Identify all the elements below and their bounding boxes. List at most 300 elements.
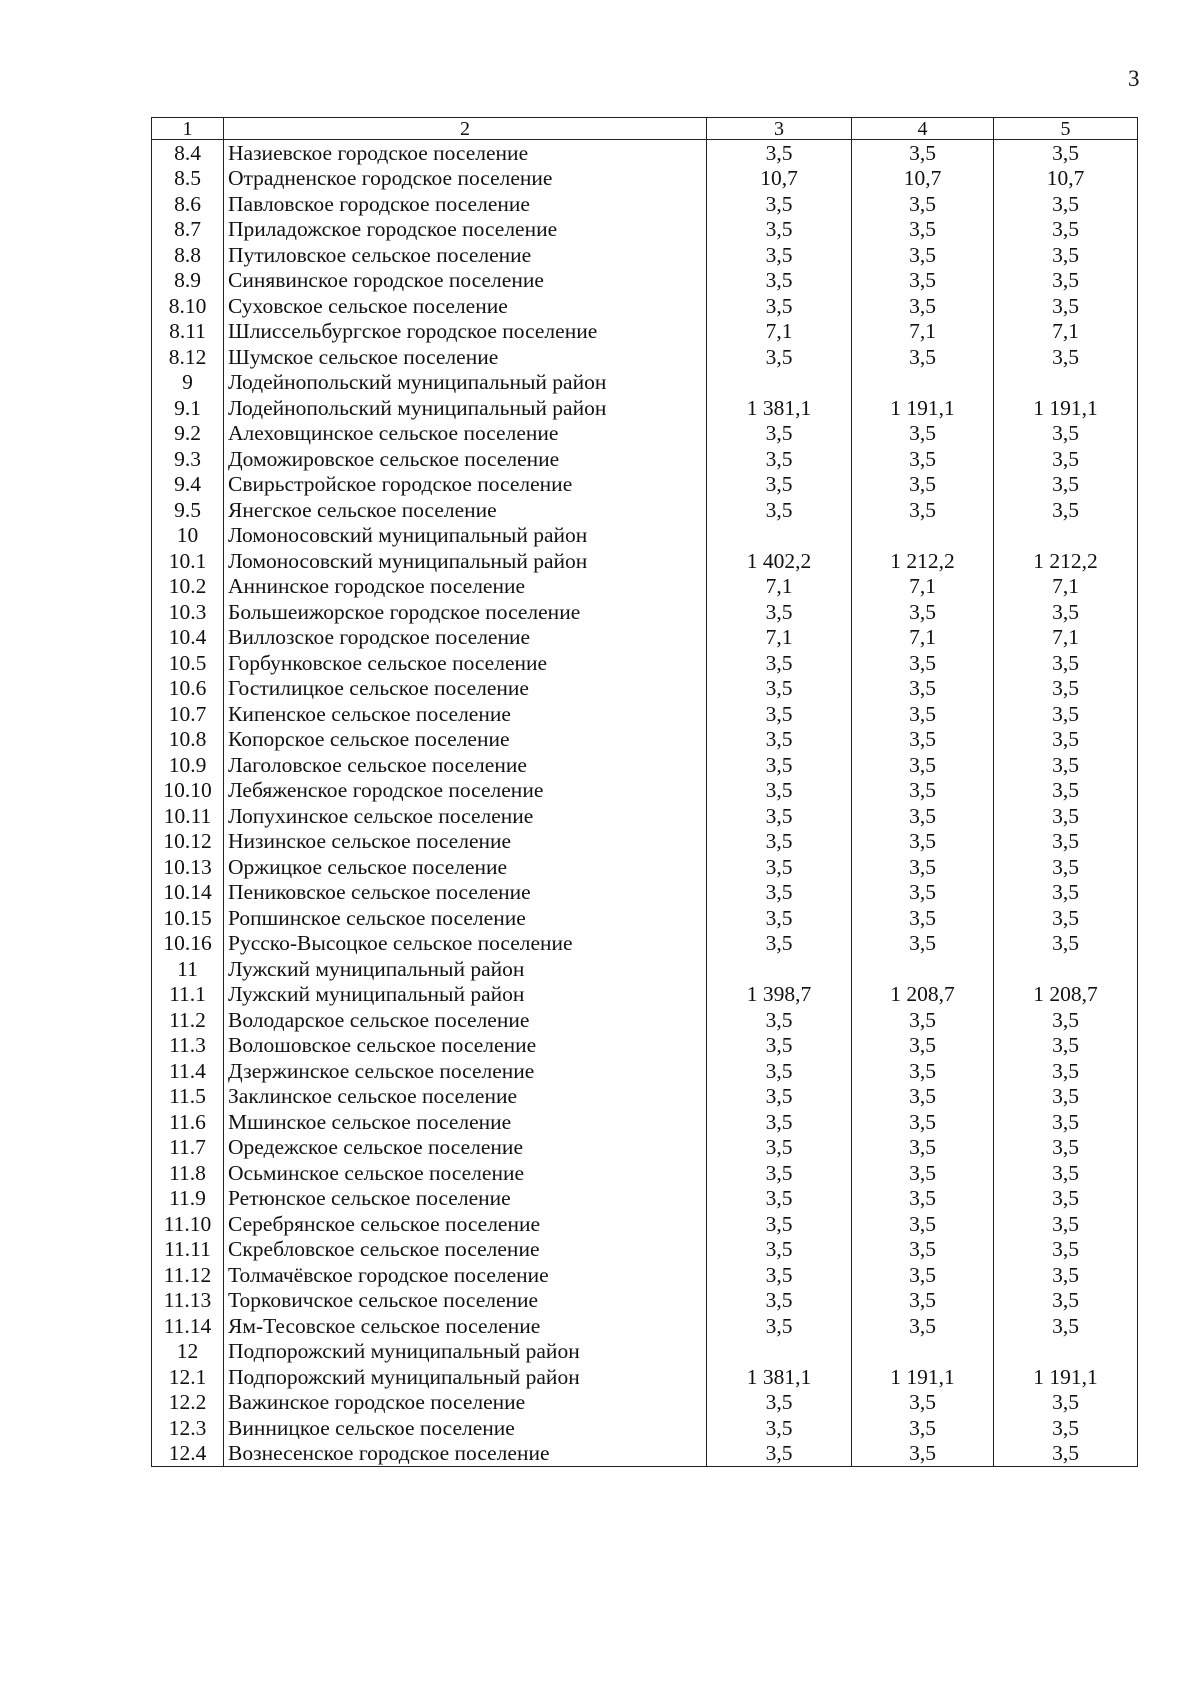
row-value-col3: 3,5	[707, 854, 852, 880]
row-value-col3: 3,5	[707, 1160, 852, 1186]
row-value-col3	[707, 956, 852, 982]
row-number: 10.2	[152, 574, 224, 600]
row-value-col4: 3,5	[852, 1211, 994, 1237]
table-row	[152, 701, 1138, 727]
table-row	[152, 1058, 1138, 1084]
row-value-col4: 3,5	[852, 676, 994, 702]
row-name: Пениковское сельское поселение	[224, 880, 707, 906]
row-value-col3: 3,5	[707, 344, 852, 370]
row-value-col5: 3,5	[994, 803, 1138, 829]
row-name: Кипенское сельское поселение	[224, 701, 707, 727]
row-value-col4: 7,1	[852, 319, 994, 345]
row-number: 10.1	[152, 548, 224, 574]
row-value-col4: 3,5	[852, 829, 994, 855]
row-value-col5: 3,5	[994, 1058, 1138, 1084]
row-value-col4: 3,5	[852, 1415, 994, 1441]
row-name: Мшинское сельское поселение	[224, 1109, 707, 1135]
row-name: Лужский муниципальный район	[224, 982, 707, 1008]
row-name: Шлиссельбургское городское поселение	[224, 319, 707, 345]
row-value-col5	[994, 1339, 1138, 1365]
row-name: Горбунковское сельское поселение	[224, 650, 707, 676]
row-number: 8.4	[152, 140, 224, 166]
row-value-col5: 3,5	[994, 1135, 1138, 1161]
row-name: Низинское сельское поселение	[224, 829, 707, 855]
table-row	[152, 191, 1138, 217]
row-name: Виллозское городское поселение	[224, 625, 707, 651]
row-number: 11.14	[152, 1313, 224, 1339]
row-value-col5: 10,7	[994, 166, 1138, 192]
row-number: 11	[152, 956, 224, 982]
row-value-col5: 3,5	[994, 344, 1138, 370]
row-value-col4: 3,5	[852, 1288, 994, 1314]
row-value-col3: 3,5	[707, 880, 852, 906]
row-value-col5: 3,5	[994, 1211, 1138, 1237]
row-value-col3: 3,5	[707, 1211, 852, 1237]
row-value-col4: 3,5	[852, 1441, 994, 1467]
row-number: 10.12	[152, 829, 224, 855]
row-value-col5: 3,5	[994, 421, 1138, 447]
row-value-col3: 3,5	[707, 1033, 852, 1059]
row-value-col3: 1 398,7	[707, 982, 852, 1008]
header-col-1: 1	[152, 118, 224, 140]
row-name: Серебрянское сельское поселение	[224, 1211, 707, 1237]
row-number: 10.14	[152, 880, 224, 906]
row-value-col4: 1 191,1	[852, 1364, 994, 1390]
row-name: Володарское сельское поселение	[224, 1007, 707, 1033]
row-value-col4: 3,5	[852, 446, 994, 472]
row-value-col4: 3,5	[852, 293, 994, 319]
table-row	[152, 395, 1138, 421]
row-value-col4: 3,5	[852, 1186, 994, 1212]
row-number: 11.11	[152, 1237, 224, 1263]
row-number: 10.9	[152, 752, 224, 778]
row-name: Торковичское сельское поселение	[224, 1288, 707, 1314]
row-value-col4: 3,5	[852, 880, 994, 906]
table-row	[152, 1135, 1138, 1161]
row-name: Ретюнское сельское поселение	[224, 1186, 707, 1212]
row-value-col4: 1 191,1	[852, 395, 994, 421]
row-number: 11.5	[152, 1084, 224, 1110]
row-number: 11.12	[152, 1262, 224, 1288]
row-value-col3	[707, 1339, 852, 1365]
row-value-col5: 3,5	[994, 1109, 1138, 1135]
row-value-col3: 3,5	[707, 727, 852, 753]
row-number: 12.4	[152, 1441, 224, 1467]
table-row	[152, 931, 1138, 957]
row-name: Суховское сельское поселение	[224, 293, 707, 319]
row-value-col3: 3,5	[707, 650, 852, 676]
row-number: 11.8	[152, 1160, 224, 1186]
row-value-col5: 3,5	[994, 191, 1138, 217]
row-number: 11.4	[152, 1058, 224, 1084]
row-value-col4: 3,5	[852, 472, 994, 498]
row-value-col4: 3,5	[852, 1160, 994, 1186]
row-value-col3: 3,5	[707, 676, 852, 702]
row-value-col5: 3,5	[994, 293, 1138, 319]
row-name: Шумское сельское поселение	[224, 344, 707, 370]
row-value-col5	[994, 523, 1138, 549]
row-name: Лаголовское сельское поселение	[224, 752, 707, 778]
row-value-col3: 3,5	[707, 217, 852, 243]
row-number: 9.5	[152, 497, 224, 523]
header-col-2: 2	[224, 118, 707, 140]
row-number: 12.3	[152, 1415, 224, 1441]
row-value-col4: 3,5	[852, 905, 994, 931]
row-value-col4: 3,5	[852, 344, 994, 370]
table-row	[152, 599, 1138, 625]
row-value-col3: 3,5	[707, 829, 852, 855]
table-row	[152, 1415, 1138, 1441]
row-name: Алеховщинское сельское поселение	[224, 421, 707, 447]
row-name: Оржицкое сельское поселение	[224, 854, 707, 880]
row-value-col4: 3,5	[852, 778, 994, 804]
row-value-col4: 3,5	[852, 1237, 994, 1263]
table-header	[152, 118, 1138, 140]
row-name: Лопухинское сельское поселение	[224, 803, 707, 829]
row-value-col4: 3,5	[852, 268, 994, 294]
row-number: 10.4	[152, 625, 224, 651]
row-name: Отрадненское городское поселение	[224, 166, 707, 192]
table-row	[152, 140, 1138, 166]
row-number: 11.10	[152, 1211, 224, 1237]
row-value-col5: 3,5	[994, 1415, 1138, 1441]
table-row	[152, 319, 1138, 345]
row-value-col5: 3,5	[994, 1237, 1138, 1263]
row-value-col3: 3,5	[707, 497, 852, 523]
row-name: Лужский муниципальный район	[224, 956, 707, 982]
table-row	[152, 1288, 1138, 1314]
row-name: Путиловское сельское поселение	[224, 242, 707, 268]
table-row	[152, 446, 1138, 472]
row-number: 10.10	[152, 778, 224, 804]
row-value-col5: 3,5	[994, 905, 1138, 931]
header-col-3: 3	[707, 118, 852, 140]
row-name: Подпорожский муниципальный район	[224, 1364, 707, 1390]
row-value-col5: 7,1	[994, 574, 1138, 600]
row-value-col5: 3,5	[994, 752, 1138, 778]
row-value-col4: 3,5	[852, 1109, 994, 1135]
table-row	[152, 1160, 1138, 1186]
row-number: 11.7	[152, 1135, 224, 1161]
row-value-col3: 10,7	[707, 166, 852, 192]
row-name: Скребловское сельское поселение	[224, 1237, 707, 1263]
row-name: Осьминское сельское поселение	[224, 1160, 707, 1186]
row-number: 11.13	[152, 1288, 224, 1314]
table-row	[152, 1262, 1138, 1288]
row-name: Подпорожский муниципальный район	[224, 1339, 707, 1365]
row-value-col5: 7,1	[994, 319, 1138, 345]
row-name: Доможировское сельское поселение	[224, 446, 707, 472]
row-name: Толмачёвское городское поселение	[224, 1262, 707, 1288]
row-number: 8.5	[152, 166, 224, 192]
row-value-col3: 3,5	[707, 1313, 852, 1339]
table-row	[152, 1364, 1138, 1390]
row-value-col5: 3,5	[994, 242, 1138, 268]
row-number: 11.9	[152, 1186, 224, 1212]
row-value-col5: 1 191,1	[994, 1364, 1138, 1390]
row-value-col4: 7,1	[852, 625, 994, 651]
row-number: 10.5	[152, 650, 224, 676]
row-number: 10.11	[152, 803, 224, 829]
row-value-col5: 3,5	[994, 1390, 1138, 1416]
row-number: 10.6	[152, 676, 224, 702]
row-value-col4	[852, 523, 994, 549]
row-value-col5: 3,5	[994, 1288, 1138, 1314]
row-value-col3: 3,5	[707, 1007, 852, 1033]
row-number: 8.10	[152, 293, 224, 319]
header-row	[152, 118, 1138, 140]
row-value-col5: 3,5	[994, 497, 1138, 523]
row-value-col4: 3,5	[852, 1007, 994, 1033]
row-value-col5: 3,5	[994, 1186, 1138, 1212]
row-value-col3: 3,5	[707, 140, 852, 166]
row-number: 9	[152, 370, 224, 396]
row-number: 11.1	[152, 982, 224, 1008]
row-name: Назиевское городское поселение	[224, 140, 707, 166]
row-value-col5: 3,5	[994, 829, 1138, 855]
row-value-col5: 3,5	[994, 140, 1138, 166]
table-row	[152, 982, 1138, 1008]
row-value-col5: 3,5	[994, 446, 1138, 472]
row-value-col3: 3,5	[707, 1390, 852, 1416]
row-value-col5: 1 212,2	[994, 548, 1138, 574]
row-value-col5: 3,5	[994, 778, 1138, 804]
table-row	[152, 574, 1138, 600]
row-name: Приладожское городское поселение	[224, 217, 707, 243]
table-row	[152, 166, 1138, 192]
row-value-col5	[994, 370, 1138, 396]
row-value-col5: 3,5	[994, 1007, 1138, 1033]
row-value-col4: 3,5	[852, 931, 994, 957]
row-number: 10.13	[152, 854, 224, 880]
row-name: Важинское городское поселение	[224, 1390, 707, 1416]
table-row	[152, 344, 1138, 370]
row-value-col4: 3,5	[852, 1390, 994, 1416]
row-number: 8.8	[152, 242, 224, 268]
row-value-col5: 3,5	[994, 854, 1138, 880]
table-row	[152, 803, 1138, 829]
row-value-col5: 3,5	[994, 1084, 1138, 1110]
row-value-col5: 1 191,1	[994, 395, 1138, 421]
table-row	[152, 1084, 1138, 1110]
row-number: 9.4	[152, 472, 224, 498]
row-name: Синявинское городское поселение	[224, 268, 707, 294]
table-row	[152, 829, 1138, 855]
row-value-col4: 3,5	[852, 1058, 994, 1084]
row-value-col3: 3,5	[707, 1109, 852, 1135]
row-name: Лодейнопольский муниципальный район	[224, 370, 707, 396]
row-value-col3: 3,5	[707, 701, 852, 727]
row-value-col3: 3,5	[707, 1288, 852, 1314]
row-name: Свирьстройское городское поселение	[224, 472, 707, 498]
row-value-col3: 3,5	[707, 1262, 852, 1288]
row-number: 10.8	[152, 727, 224, 753]
row-value-col4: 3,5	[852, 242, 994, 268]
table-row	[152, 523, 1138, 549]
table-row	[152, 421, 1138, 447]
row-value-col3: 3,5	[707, 1237, 852, 1263]
row-value-col3: 3,5	[707, 1441, 852, 1467]
row-value-col4: 7,1	[852, 574, 994, 600]
table-row	[152, 1313, 1138, 1339]
table-row	[152, 497, 1138, 523]
table-row	[152, 650, 1138, 676]
row-value-col4: 3,5	[852, 1135, 994, 1161]
row-value-col4	[852, 370, 994, 396]
table-row	[152, 752, 1138, 778]
table-row	[152, 217, 1138, 243]
row-value-col5: 3,5	[994, 1160, 1138, 1186]
row-value-col3: 3,5	[707, 1186, 852, 1212]
row-number: 9.2	[152, 421, 224, 447]
row-value-col4: 3,5	[852, 217, 994, 243]
row-value-col4: 3,5	[852, 497, 994, 523]
row-number: 12.1	[152, 1364, 224, 1390]
table-body	[152, 140, 1138, 1467]
row-value-col5: 3,5	[994, 1313, 1138, 1339]
row-value-col5: 3,5	[994, 701, 1138, 727]
row-number: 8.7	[152, 217, 224, 243]
row-number: 10.16	[152, 931, 224, 957]
row-number: 9.3	[152, 446, 224, 472]
row-value-col3: 3,5	[707, 599, 852, 625]
row-value-col3: 3,5	[707, 191, 852, 217]
row-name: Заклинское сельское поселение	[224, 1084, 707, 1110]
table-row	[152, 625, 1138, 651]
header-col-4: 4	[852, 118, 994, 140]
row-value-col4: 3,5	[852, 1262, 994, 1288]
row-name: Волошовское сельское поселение	[224, 1033, 707, 1059]
table-row	[152, 268, 1138, 294]
row-name: Русско-Высоцкое сельское поселение	[224, 931, 707, 957]
row-value-col3: 3,5	[707, 1058, 852, 1084]
row-name: Лодейнопольский муниципальный район	[224, 395, 707, 421]
row-value-col5	[994, 956, 1138, 982]
row-value-col5: 1 208,7	[994, 982, 1138, 1008]
row-number: 8.6	[152, 191, 224, 217]
row-name: Копорское сельское поселение	[224, 727, 707, 753]
row-value-col3: 3,5	[707, 778, 852, 804]
row-value-col4: 3,5	[852, 854, 994, 880]
row-number: 10.7	[152, 701, 224, 727]
table-row	[152, 854, 1138, 880]
row-value-col3: 3,5	[707, 293, 852, 319]
row-name: Оредежское сельское поселение	[224, 1135, 707, 1161]
header-col-5: 5	[994, 118, 1138, 140]
table-row	[152, 1186, 1138, 1212]
row-value-col5: 7,1	[994, 625, 1138, 651]
row-value-col4: 3,5	[852, 1313, 994, 1339]
row-value-col3: 3,5	[707, 421, 852, 447]
row-value-col3: 1 402,2	[707, 548, 852, 574]
row-number: 10.3	[152, 599, 224, 625]
row-value-col4: 1 208,7	[852, 982, 994, 1008]
row-value-col4: 3,5	[852, 1084, 994, 1110]
page-number: 3	[1128, 66, 1140, 91]
row-value-col3: 3,5	[707, 752, 852, 778]
row-name: Дзержинское сельское поселение	[224, 1058, 707, 1084]
table-row	[152, 676, 1138, 702]
row-value-col4: 3,5	[852, 599, 994, 625]
row-value-col4: 3,5	[852, 701, 994, 727]
table-row	[152, 1339, 1138, 1365]
row-name: Янегское сельское поселение	[224, 497, 707, 523]
row-value-col3: 3,5	[707, 268, 852, 294]
row-value-col5: 3,5	[994, 1262, 1138, 1288]
row-value-col4: 3,5	[852, 650, 994, 676]
row-value-col5: 3,5	[994, 880, 1138, 906]
row-value-col3: 1 381,1	[707, 1364, 852, 1390]
table-row	[152, 370, 1138, 396]
table-row	[152, 880, 1138, 906]
row-name: Ломоносовский муниципальный район	[224, 523, 707, 549]
row-value-col4: 3,5	[852, 140, 994, 166]
row-number: 11.2	[152, 1007, 224, 1033]
row-name: Ропшинское сельское поселение	[224, 905, 707, 931]
row-name: Винницкое сельское поселение	[224, 1415, 707, 1441]
table-row	[152, 293, 1138, 319]
row-number: 10	[152, 523, 224, 549]
table-row	[152, 1211, 1138, 1237]
table-row	[152, 242, 1138, 268]
row-number: 8.12	[152, 344, 224, 370]
table-row	[152, 956, 1138, 982]
row-value-col4: 3,5	[852, 421, 994, 447]
row-name: Ям-Тесовское сельское поселение	[224, 1313, 707, 1339]
row-value-col3: 3,5	[707, 931, 852, 957]
row-value-col4: 3,5	[852, 803, 994, 829]
row-value-col4: 3,5	[852, 752, 994, 778]
row-value-col3	[707, 370, 852, 396]
row-value-col4	[852, 1339, 994, 1365]
row-number: 11.6	[152, 1109, 224, 1135]
table-row	[152, 905, 1138, 931]
row-name: Лебяженское городское поселение	[224, 778, 707, 804]
row-name: Аннинское городское поселение	[224, 574, 707, 600]
table-row	[152, 1441, 1138, 1467]
row-value-col3: 3,5	[707, 803, 852, 829]
row-value-col3: 1 381,1	[707, 395, 852, 421]
row-value-col3: 3,5	[707, 1084, 852, 1110]
row-number: 8.11	[152, 319, 224, 345]
row-value-col3: 3,5	[707, 1415, 852, 1441]
row-value-col3	[707, 523, 852, 549]
row-number: 11.3	[152, 1033, 224, 1059]
row-value-col3: 3,5	[707, 472, 852, 498]
row-value-col3: 7,1	[707, 625, 852, 651]
row-value-col4: 10,7	[852, 166, 994, 192]
table-row	[152, 778, 1138, 804]
row-name: Большеижорское городское поселение	[224, 599, 707, 625]
row-value-col5: 3,5	[994, 217, 1138, 243]
row-value-col3: 3,5	[707, 242, 852, 268]
row-value-col3: 3,5	[707, 1135, 852, 1161]
table-row	[152, 1390, 1138, 1416]
row-value-col5: 3,5	[994, 650, 1138, 676]
row-value-col5: 3,5	[994, 931, 1138, 957]
row-number: 9.1	[152, 395, 224, 421]
data-table	[151, 117, 1138, 1467]
row-value-col5: 3,5	[994, 676, 1138, 702]
row-value-col3: 7,1	[707, 319, 852, 345]
row-value-col4: 3,5	[852, 1033, 994, 1059]
row-value-col3: 7,1	[707, 574, 852, 600]
row-name: Вознесенское городское поселение	[224, 1441, 707, 1467]
row-value-col3: 3,5	[707, 446, 852, 472]
row-number: 12.2	[152, 1390, 224, 1416]
row-value-col5: 3,5	[994, 599, 1138, 625]
row-value-col5: 3,5	[994, 1033, 1138, 1059]
